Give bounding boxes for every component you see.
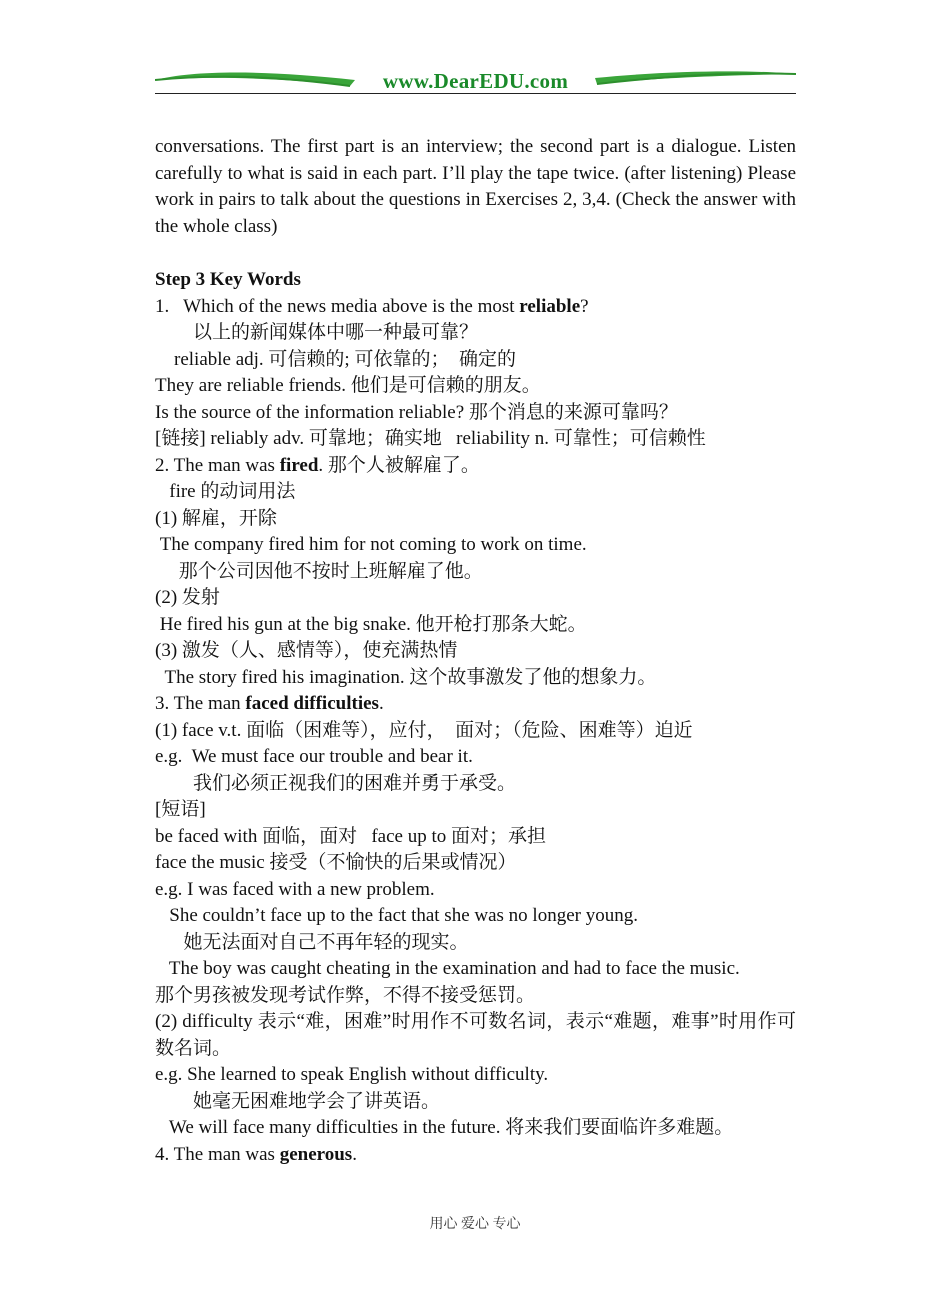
text-line: 她无法面对自己不再年轻的现实。 bbox=[155, 931, 469, 953]
text-line: face the music 接受（不愉快的后果或情况） bbox=[155, 852, 517, 873]
text-line: (2) 发射 bbox=[155, 587, 220, 608]
text-line: They are reliable friends. 他们是可信赖的朋友。 bbox=[155, 375, 541, 396]
text-paragraph: (2) difficulty 表示“难，困难”时用作不可数名词，表示“难题，难事”时用作可数名词。 bbox=[155, 1011, 796, 1059]
site-header bbox=[155, 64, 796, 96]
text-line: The boy was caught cheating in the examination and had to face the music. bbox=[155, 958, 740, 979]
page-footer: 用心 爱心 专心 bbox=[429, 1217, 521, 1232]
text-line: reliable adj. 可信赖的; 可依靠的； 确定的 bbox=[155, 348, 516, 370]
text-line: The story fired his imagination. 这个故事激发了他的想象力。 bbox=[155, 666, 657, 688]
item-3-heading bbox=[155, 691, 796, 718]
text-line: 那个公司因他不按时上班解雇了他。 bbox=[155, 560, 483, 582]
document-body bbox=[155, 134, 796, 1168]
text-line: be faced with 面临，面对 face up to 面对；承担 bbox=[155, 825, 546, 847]
step-title bbox=[155, 267, 796, 294]
item-2-text: 2. The man was bbox=[155, 454, 280, 476]
item-1-heading bbox=[155, 294, 796, 321]
item-4-text: 4. The man was bbox=[155, 1143, 280, 1165]
text-line: We will face many difficulties in the future. 将来我们要面临许多难题。 bbox=[155, 1117, 734, 1138]
text-line: e.g. I was faced with a new problem. bbox=[155, 878, 435, 900]
site-logo-text: www.DearEDU.com bbox=[382, 69, 569, 93]
text-line: 她毫无困难地学会了讲英语。 bbox=[155, 1090, 441, 1112]
text-line: 我们必须正视我们的困难并勇于承受。 bbox=[155, 772, 517, 794]
text-line: [短语] bbox=[155, 799, 206, 820]
text-line: (3) 激发（人、感情等），使充满热情 bbox=[155, 640, 458, 661]
step-title-text: Step 3 Key Words bbox=[155, 269, 301, 290]
blank-line bbox=[155, 240, 796, 267]
item-2-keyword: fired bbox=[279, 454, 319, 476]
item-4-keyword: generous bbox=[279, 1143, 353, 1165]
item-1-keyword: reliable bbox=[519, 295, 581, 317]
item-3-keyword: faced difficulties bbox=[245, 693, 379, 714]
text-line: The company fired him for not coming to work on time. bbox=[155, 534, 587, 555]
text-line: She couldn’t face up to the fact that she was no longer young. bbox=[155, 905, 638, 926]
text-line: [链接] reliably adv. 可靠地；确实地 reliability n. 可靠性；可信赖性 bbox=[155, 428, 706, 449]
text-line: He fired his gun at the big snake. 他开枪打那条大蛇。 bbox=[155, 613, 587, 635]
text-line: (1) face v.t. 面临（困难等），应付， 面对；（危险、困难等）迫近 bbox=[155, 719, 693, 741]
item-1-text: 1. Which of the news media above is the most bbox=[155, 295, 520, 317]
item-4-heading bbox=[155, 1142, 796, 1169]
item-4-punct: . bbox=[352, 1143, 357, 1165]
text-line: (1) 解雇，开除 bbox=[155, 507, 277, 529]
text-line: fire 的动词用法 bbox=[155, 481, 296, 502]
item-3-punct: . bbox=[378, 693, 384, 714]
text-line: 以上的新闻媒体中哪一种最可靠？ bbox=[155, 322, 479, 343]
text-line: 那个男孩被发现考试作弊，不得不接受惩罚。 bbox=[155, 984, 536, 1006]
text-line: Is the source of the information reliable? 那个消息的来源可靠吗？ bbox=[155, 401, 678, 423]
item-2-punct: . 那个人被解雇了。 bbox=[318, 454, 480, 476]
header-rule bbox=[155, 93, 796, 94]
item-3-text: 3. The man bbox=[155, 693, 246, 714]
text-line: e.g. We must face our trouble and bear it. bbox=[155, 746, 473, 767]
intro-paragraph: conversations. The first part is an interview; the second part is a dialogue. Listen carefully to what is said in each part. I’ll play the tape twice. (after listening) Please work in pairs to talk about the questions in Exercises 2, 3,4. (Check the answer with the whole class) bbox=[155, 136, 796, 237]
text-line: e.g. She learned to speak English without difficulty. bbox=[155, 1064, 549, 1085]
item-2-heading bbox=[155, 453, 796, 480]
item-1-punct: ? bbox=[580, 295, 589, 317]
